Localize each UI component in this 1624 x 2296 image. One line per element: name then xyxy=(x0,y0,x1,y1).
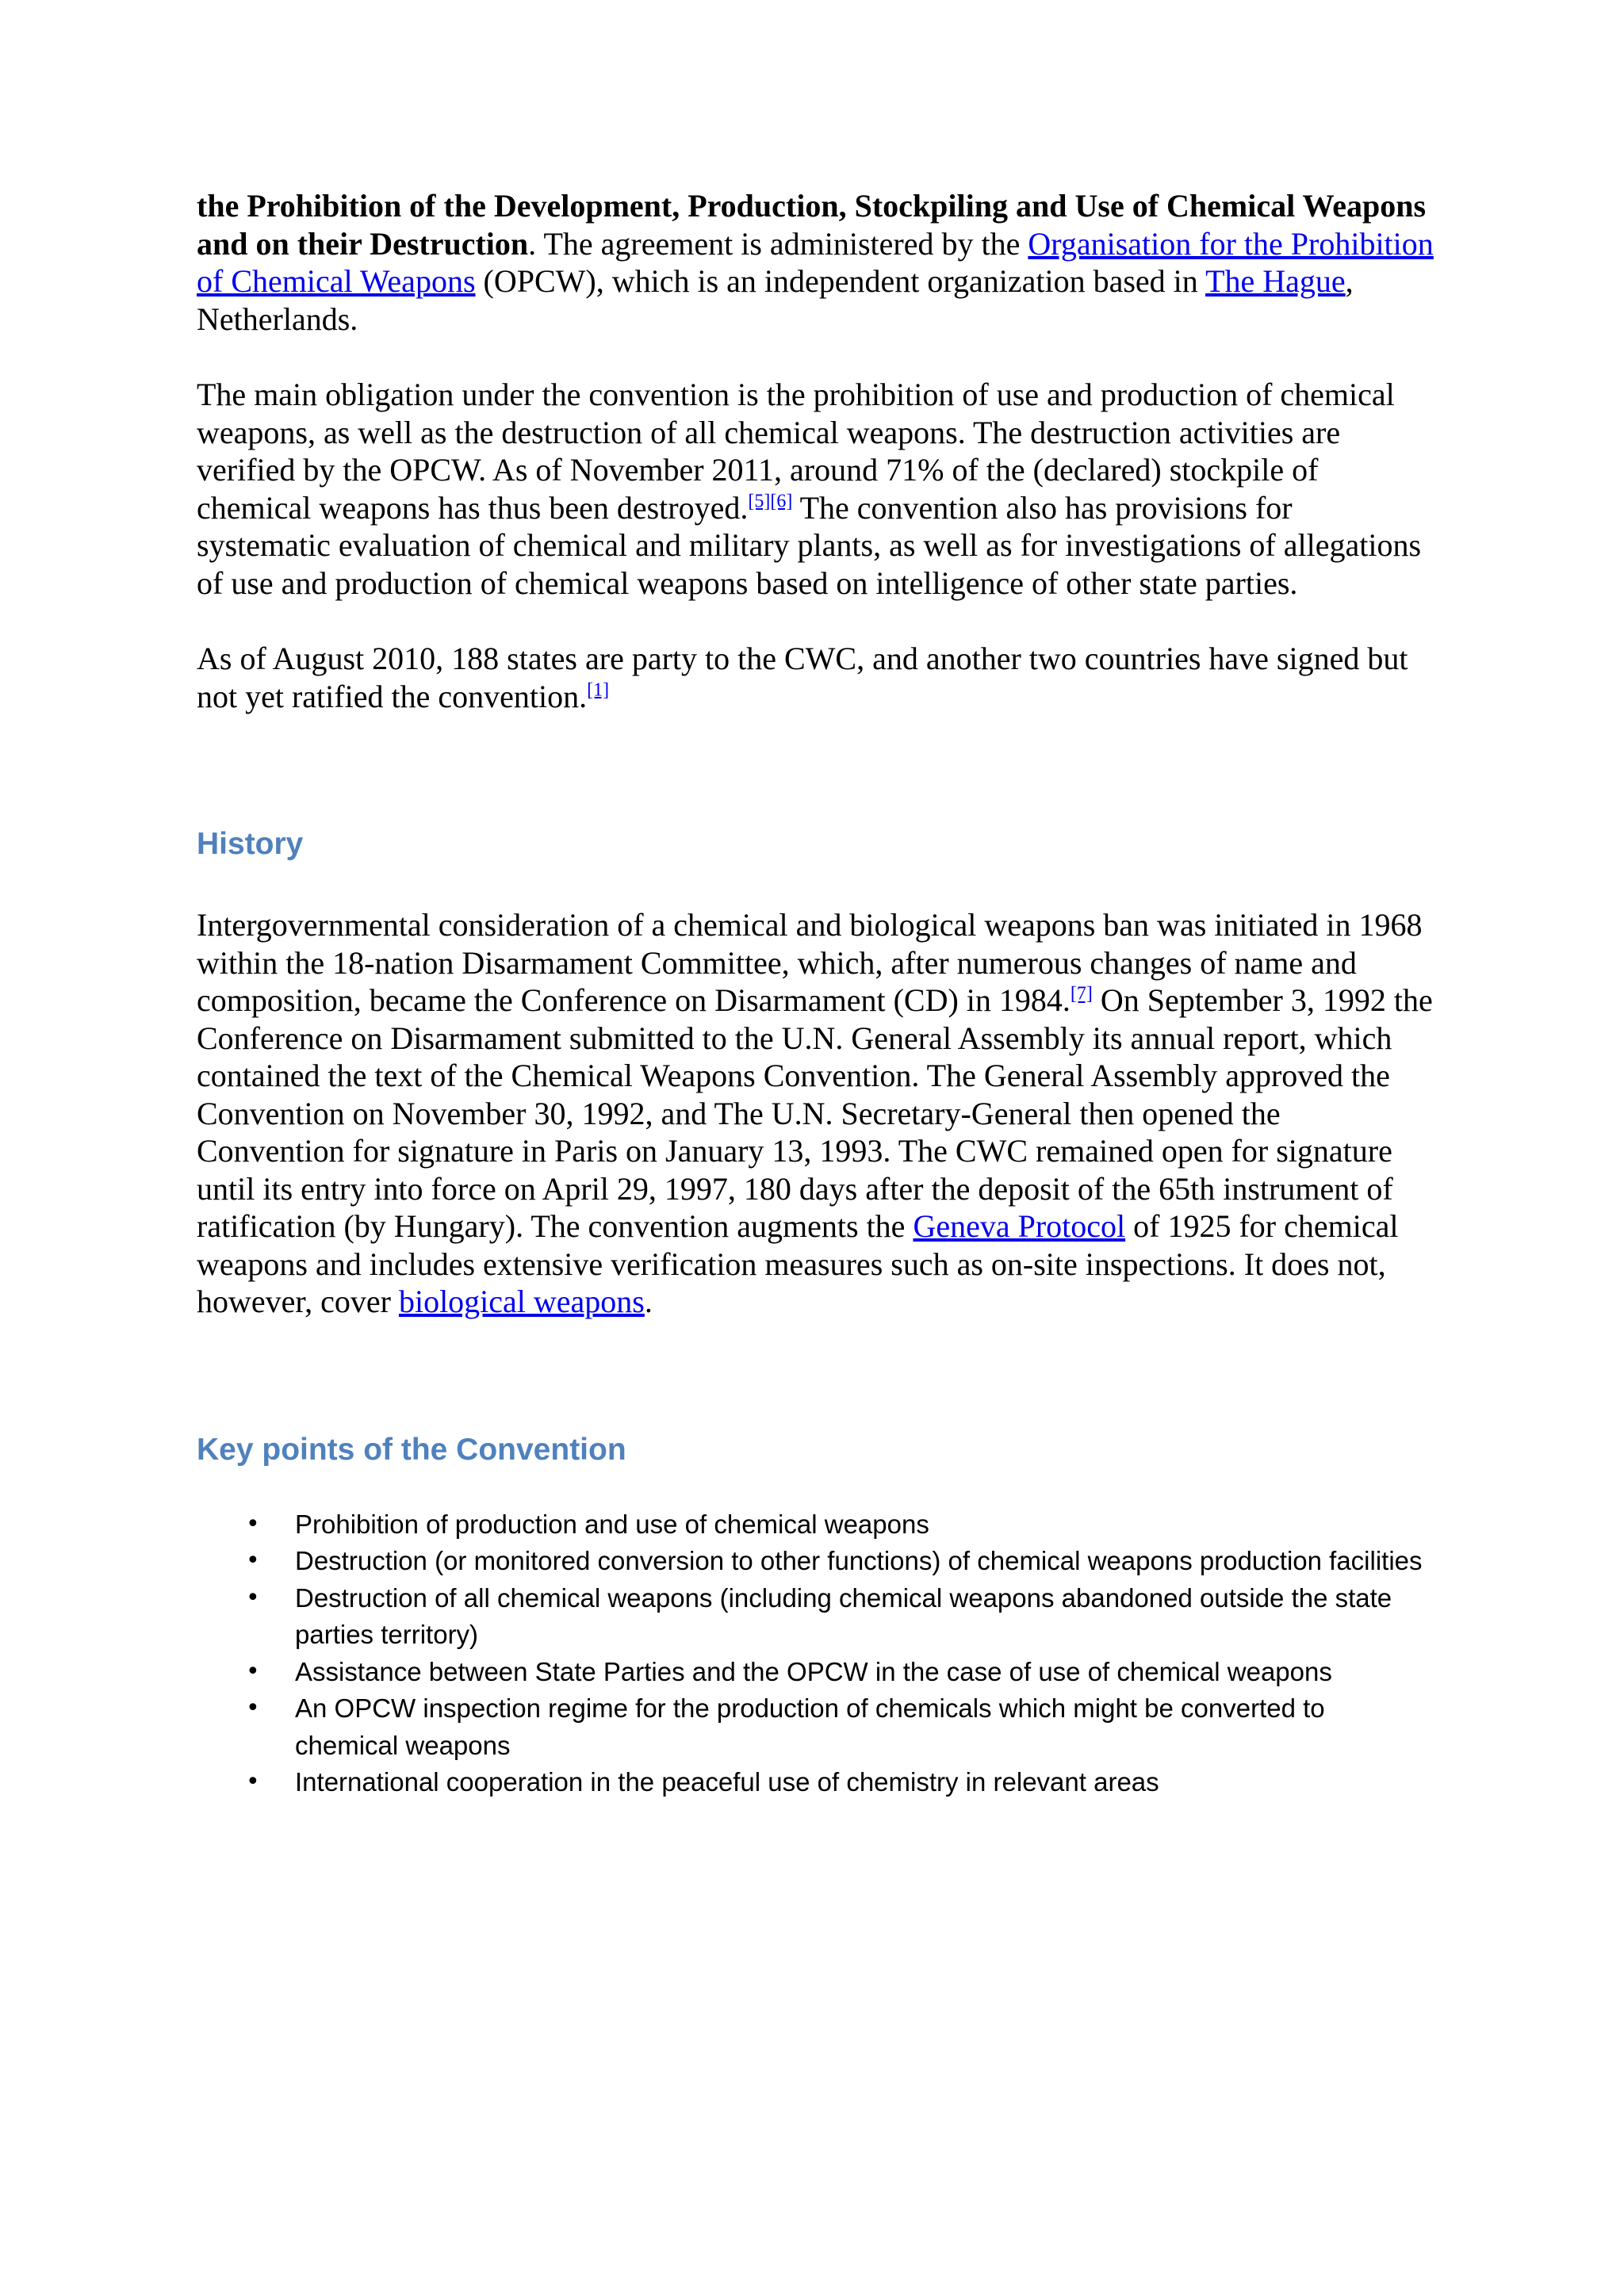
list-item xyxy=(197,1543,1434,1580)
opcw-link[interactable]: Organisation for the Prohibition of Chemical Weapons xyxy=(197,225,1434,299)
history-text-2: On September 3, 1992 the Conference on Disarmament submitted to the U.N. General Assembly its annual report, which contained the text of the Chemical Weapons Convention. The General Assembly approved the Convention on November 30, 1992, and The U.N. Secretary-General then opened the Convention for signature in Paris on January 13, 1993. The CWC remained open for signature until its entry into force on April 29, 1997, 180 days after the deposit of the 65th instrument of ratification (by Hungary). The convention augments the xyxy=(197,982,1433,1244)
history-paragraph xyxy=(197,906,1434,1321)
citation-1[interactable] xyxy=(587,679,609,700)
states-text-1: As of August 2010, 188 states are party to the CWC, and another two countries have signed but not yet ratified the convention. xyxy=(197,641,1408,714)
history-text-4: . xyxy=(644,1284,653,1319)
list-item-text: Destruction of all chemical weapons (including chemical weapons abandoned outside the state parties territory) xyxy=(295,1582,1392,1649)
bullet-icon: • xyxy=(246,1510,260,1538)
biological-weapons-link[interactable]: biological weapons xyxy=(398,1284,645,1319)
key-points-heading: Key points of the Convention xyxy=(197,1432,626,1467)
bullet-icon: • xyxy=(246,1768,260,1796)
citation-6[interactable] xyxy=(770,491,792,511)
intro-text-3: , Netherlands. xyxy=(197,263,1354,337)
history-text-3: of 1925 for chemical weapons and includes extensive verification measures such as on-site inspections. It does not, however, cover xyxy=(197,1208,1399,1319)
intro-text-1: . The agreement is administered by the xyxy=(528,225,1028,262)
states-paragraph xyxy=(197,640,1434,715)
key-points-list xyxy=(197,1506,1434,1801)
geneva-protocol-link[interactable]: Geneva Protocol xyxy=(913,1208,1126,1244)
list-item xyxy=(197,1506,1434,1544)
list-item xyxy=(197,1654,1434,1691)
citation-1-link[interactable]: [1] xyxy=(587,679,610,701)
list-item xyxy=(197,1690,1434,1764)
list-item xyxy=(197,1764,1434,1801)
list-item-text: Assistance between State Parties and the OPCW in the case of use of chemical weapons xyxy=(295,1656,1332,1686)
list-item-text: An OPCW inspection regime for the production of chemicals which might be converted to chemical weapons xyxy=(295,1693,1325,1760)
list-item-text: Destruction (or monitored conversion to other functions) of chemical weapons production facilities xyxy=(295,1546,1423,1575)
intro-paragraph xyxy=(197,187,1434,338)
bullet-icon: • xyxy=(246,1657,260,1686)
list-item-text: International cooperation in the peaceful use of chemistry in relevant areas xyxy=(295,1767,1159,1797)
list-item xyxy=(197,1580,1434,1654)
history-heading: History xyxy=(197,827,304,861)
the-hague-link[interactable]: The Hague xyxy=(1205,263,1346,299)
citation-7-link[interactable]: [7] xyxy=(1070,983,1093,1004)
history-text-1: Intergovernmental consideration of a chemical and biological weapons ban was initiated in 1968 within the 18-nation Disarmament Committee, which, after numerous changes of name and composition, became the Conference on Disarmament (CD) in 1984. xyxy=(197,907,1423,1018)
bullet-icon: • xyxy=(246,1583,260,1612)
citation-6-link[interactable]: [6] xyxy=(770,491,793,512)
obligation-paragraph xyxy=(197,376,1434,602)
citation-5[interactable] xyxy=(748,491,770,511)
obligation-text-1: The main obligation under the convention is the prohibition of use and production of chemical weapons, as well as the destruction of all chemical weapons. The destruction activities are verified by the OPCW. As of November 2011, around 71% of the (declared) stockpile of chemical weapons has thus been destroyed. xyxy=(197,377,1395,526)
obligation-text-2: The convention also has provisions for systematic evaluation of chemical and military plants, as well as for investigations of allegations of use and production of chemical weapons based on intelligence of other state parties. xyxy=(197,489,1422,601)
bullet-icon: • xyxy=(246,1694,260,1722)
citation-5-link[interactable]: [5] xyxy=(748,491,771,512)
bullet-icon: • xyxy=(246,1547,260,1575)
list-item-text: Prohibition of production and use of chemical weapons xyxy=(295,1509,929,1539)
document-body xyxy=(197,187,1434,1801)
convention-full-title: the Prohibition of the Development, Production, Stockpiling and Use of Chemical Weapons and on their Destruction xyxy=(197,188,1427,262)
intro-text-2: (OPCW), which is an independent organization based in xyxy=(475,263,1206,299)
citation-7[interactable] xyxy=(1071,984,1093,1004)
